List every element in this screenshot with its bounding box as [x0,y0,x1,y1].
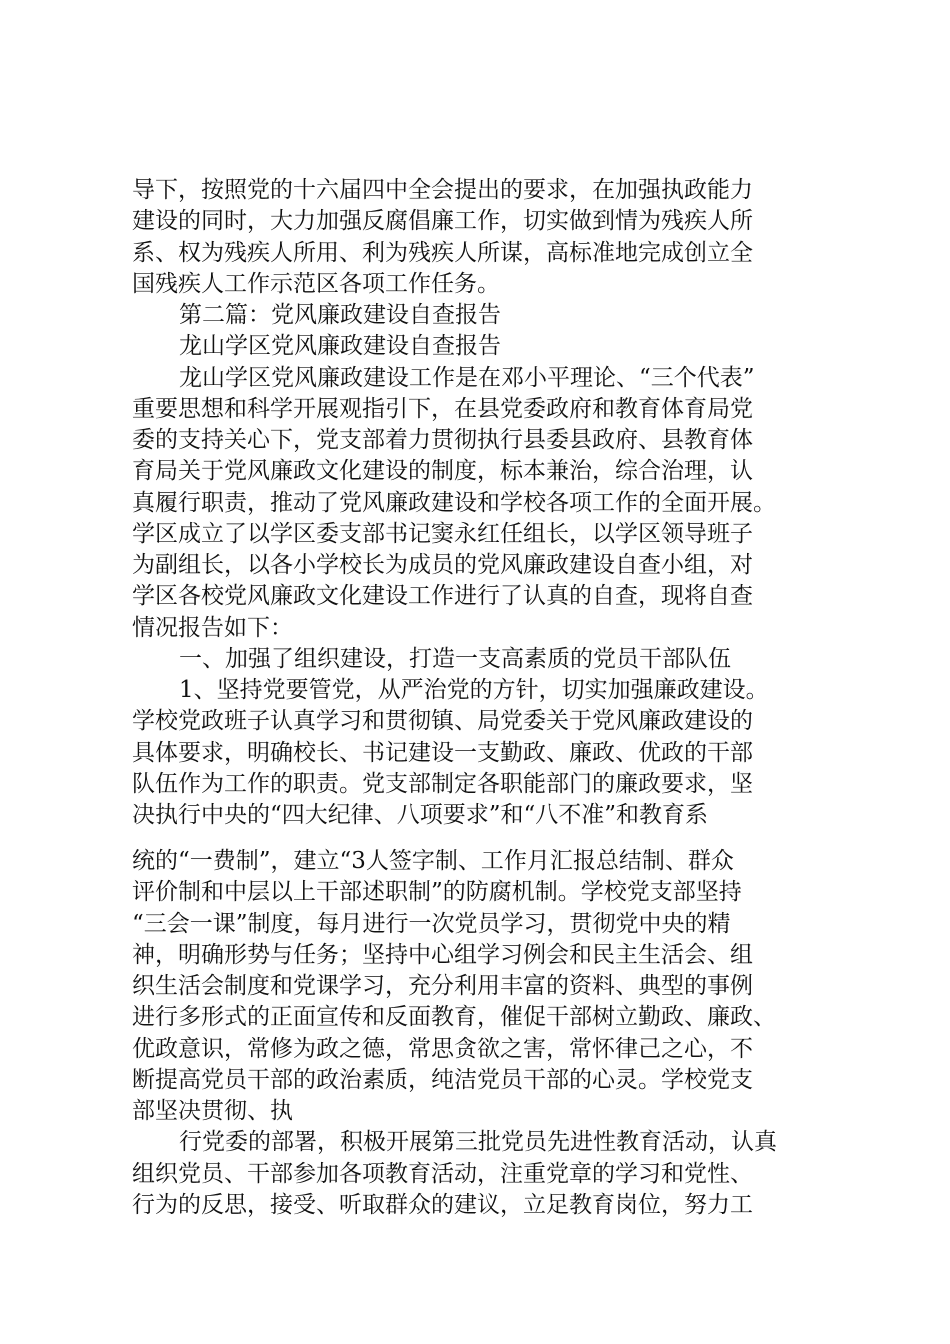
report-title: 龙山学区党风廉政建设自查报告 [179,333,501,360]
text-line: 断提高党员干部的政治素质，纯洁党员干部的心灵。学校党支 [132,1066,753,1093]
text-line: 龙山学区党风廉政建设工作是在邓小平理论、“三个代表” [179,364,755,391]
text-line: 进行多形式的正面宣传和反面教育，催促干部树立勤政、廉政、 [132,1004,776,1031]
text-line: 系、权为残疾人所用、利为残疾人所谋，高标准地完成创立全 [132,239,753,266]
chapter-heading: 第二篇：党风廉政建设自查报告 [179,302,501,328]
text-line: 行党委的部署，积极开展第三批党员先进性教育活动，认真 [179,1129,777,1156]
report-text-upper [132,175,832,831]
text-line: 行为的反思，接受、听取群众的建议，立足教育岗位，努力工 [132,1191,753,1218]
text-line: 育局关于党风廉政文化建设的制度，标本兼治，综合治理，认 [132,458,753,485]
text-line: 真履行职责，推动了党风廉政建设和学校各项工作的全面开展。 [132,489,776,516]
text-line: 委的支持关心下，党支部着力贯彻执行县委县政府、县教育体 [132,427,753,453]
text-line: 优政意识，常修为政之德，常思贪欲之害，常怀律己之心，不 [132,1035,753,1062]
text-line: “三会一课”制度，每月进行一次党员学习，贯彻党中央的精 [132,910,731,937]
text-line: 部坚决贯彻、执 [132,1098,293,1124]
text-line: 决执行中央的“四大纪律、八项要求”和“八不准”和教育系 [132,802,709,828]
text-line: 统的“一费制”，建立“3人签字制、工作月汇报总结制、群众 [132,848,734,874]
text-line: 导下，按照党的十六届四中全会提出的要求，在加强执政能力 [132,177,753,203]
text-line: 神，明确形势与任务；坚持中心组学习例会和民主生活会、组 [132,941,753,968]
text-line: 学区各校党风廉政文化建设工作进行了认真的自查，现将自查 [132,583,753,610]
text-line: 为副组长，以各小学校长为成员的党风廉政建设自查小组，对 [132,552,753,578]
text-line: 学校党政班子认真学习和贯彻镇、局党委关于党风廉政建设的 [132,708,753,735]
text-line: 重要思想和科学开展观指引下，在县党委政府和教育体育局党 [132,395,753,422]
text-line: 组织党员、干部参加各项教育活动，注重党章的学习和党性、 [132,1160,753,1187]
text-line: 队伍作为工作的职责。党支部制定各职能部门的廉政要求，坚 [132,770,753,797]
text-line: 学区成立了以学区委支部书记窦永红任组长，以学区领导班子 [132,520,753,547]
text-line: 情况报告如下： [132,614,293,641]
text-line: 织生活会制度和党课学习，充分利用丰富的资料、典型的事例 [132,973,753,999]
text-line: 1、坚持党要管党，从严治党的方针，切实加强廉政建设。 [179,677,769,703]
section-heading: 一、加强了组织建设，打造一支高素质的党员干部队伍 [179,645,731,672]
text-line: 评价制和中层以上干部述职制”的防腐机制。学校党支部坚持 [132,879,742,906]
text-line: 国残疾人工作示范区各项工作任务。 [132,270,500,297]
text-line: 具体要求，明确校长、书记建设一支勤政、廉政、优政的干部 [132,739,753,766]
report-text-lower [132,846,832,1221]
text-line: 建设的同时，大力加强反腐倡廉工作，切实做到情为残疾人所 [132,208,753,235]
